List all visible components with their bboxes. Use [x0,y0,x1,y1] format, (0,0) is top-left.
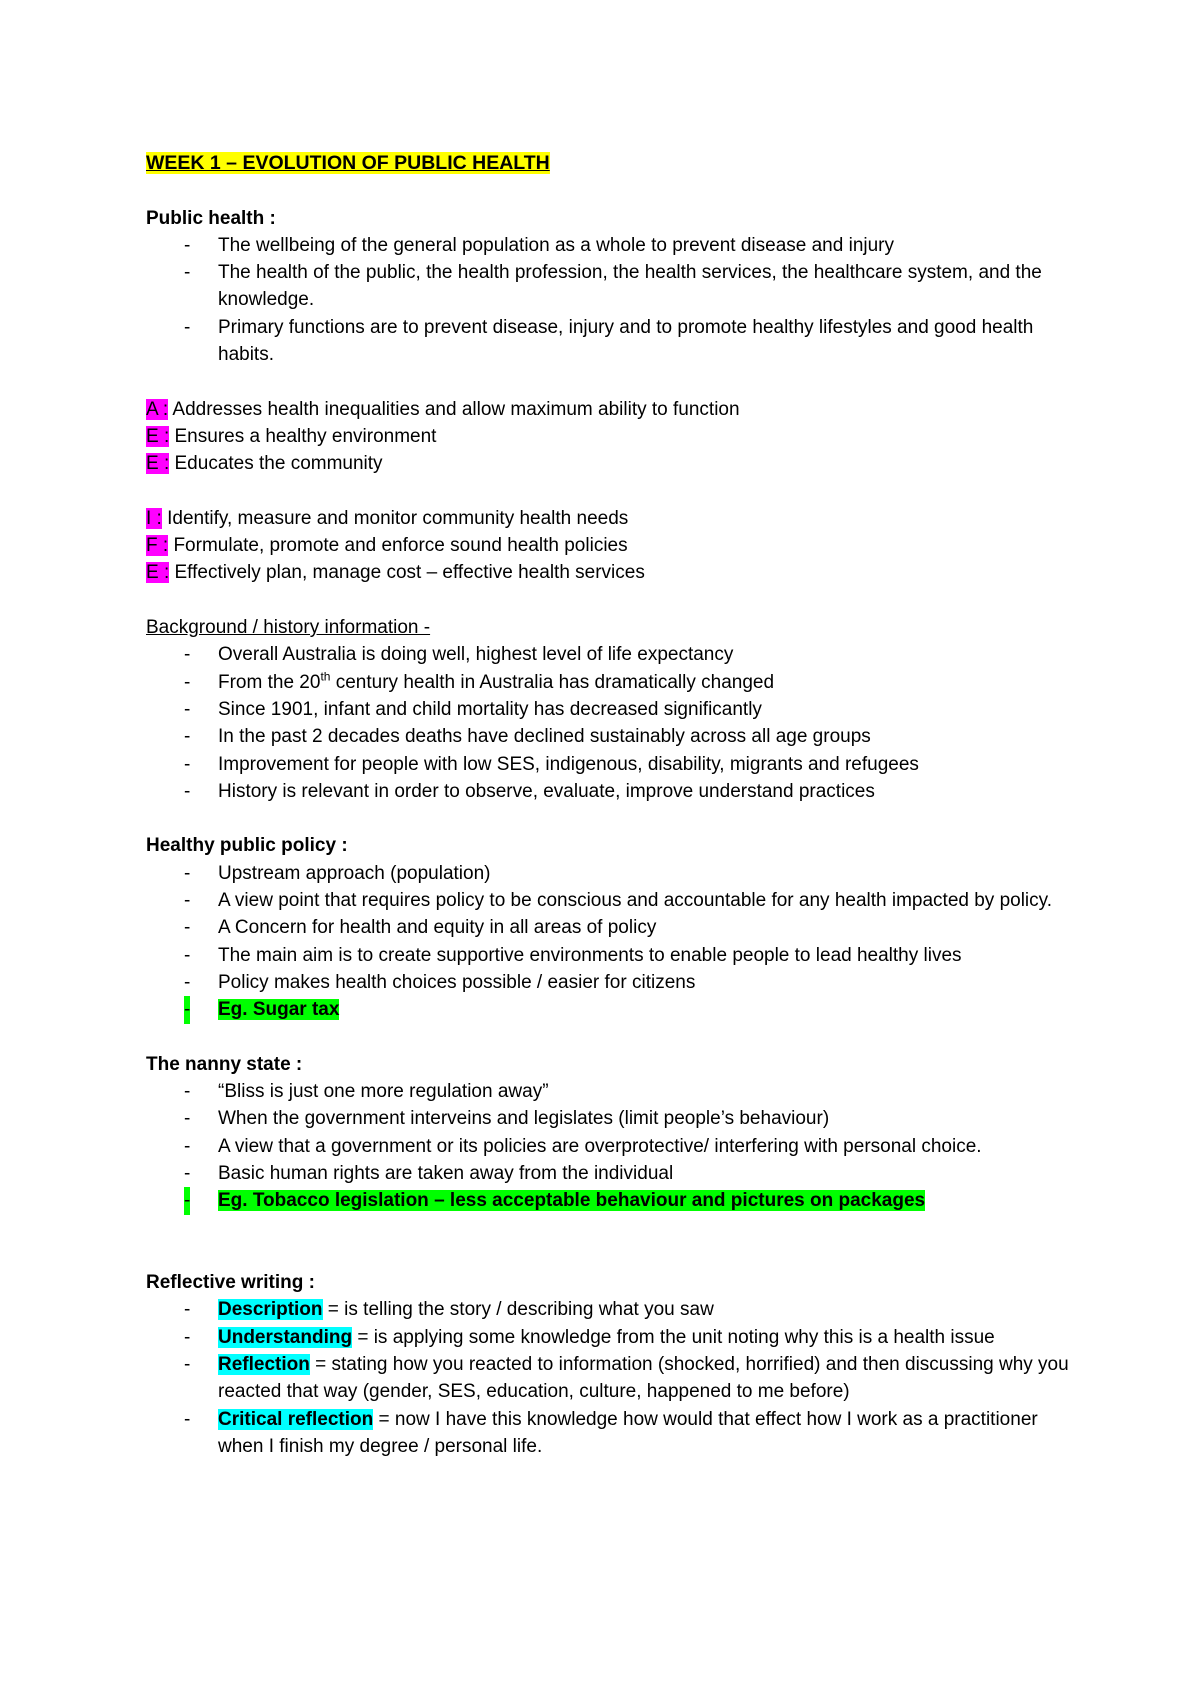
dash-marker: - [184,262,191,284]
dash-marker: - [184,671,191,693]
dash-marker: - [184,644,191,666]
dash-marker: - [184,1135,191,1157]
list-item: - History is relevant in order to observe, evaluate, improve understand practices [146,778,1076,805]
dash-marker: - [184,1081,191,1103]
dash-marker: - [184,1326,191,1348]
dash-marker: - [184,234,191,256]
document-body [146,150,1076,1460]
dash-marker: - [184,971,191,993]
background-list [146,641,1076,805]
dash-marker: - [184,917,191,939]
reflective-writing-list [146,1296,1076,1460]
list-item: - Since 1901, infant and child mortality has decreased significantly [146,696,1076,723]
dash-marker: - [184,1408,191,1430]
acronym-line: E : Ensures a healthy environment [146,425,437,447]
list-item: - Primary functions are to prevent disease, injury and to promote healthy lifestyles and good health habits. [146,314,1076,369]
healthy-policy-heading: Healthy public policy : [146,835,348,857]
example-item: - Eg. Sugar tax [146,996,1076,1023]
dash-marker: - [184,1162,191,1184]
acronym-line: I : Identify, measure and monitor community health needs [146,507,629,529]
page-title [146,150,1076,177]
dash-marker: - [184,996,190,1023]
example-item: - Eg. Tobacco legislation – less acceptable behaviour and pictures on packages [146,1187,1076,1214]
dash-marker: - [184,944,191,966]
nanny-state-list [146,1078,1076,1214]
acronym-line: E : Educates the community [146,453,383,475]
list-item: - The health of the public, the health profession, the health services, the healthcare system, and the knowledge. [146,259,1076,314]
ife-acronym [146,505,1076,587]
acronym-line: F : Formulate, promote and enforce sound health policies [146,535,628,557]
dash-marker: - [184,1354,191,1376]
list-item: - Understanding = is applying some knowledge from the unit noting why this is a health issue [146,1324,1076,1351]
title-text: WEEK 1 – EVOLUTION OF PUBLIC HEALTH [146,152,550,174]
list-item: - The main aim is to create supportive environments to enable people to lead healthy lives [146,942,1076,969]
background-heading: Background / history information - [146,617,431,639]
dash-marker: - [184,726,191,748]
list-item: - Improvement for people with low SES, indigenous, disability, migrants and refugees [146,751,1076,778]
list-item: - Overall Australia is doing well, highest level of life expectancy [146,641,1076,668]
list-item: - Policy makes health choices possible / easier for citizens [146,969,1076,996]
list-item: - Basic human rights are taken away from the individual [146,1160,1076,1187]
healthy-policy-list [146,860,1076,1024]
public-health-list [146,232,1076,368]
list-item: - A Concern for health and equity in all areas of policy [146,914,1076,941]
dash-marker: - [184,890,191,912]
dash-marker: - [184,780,191,802]
dash-marker: - [184,862,191,884]
dash-marker: - [184,1299,191,1321]
aee-acronym [146,396,1076,478]
acronym-line: E : Effectively plan, manage cost – effective health services [146,562,645,584]
dash-marker: - [184,1187,190,1214]
list-item: - Critical reflection = now I have this knowledge how would that effect how I work as a practitioner when I finish my degree / personal life. [146,1406,1076,1461]
public-health-heading: Public health : [146,207,276,229]
list-item: - The wellbeing of the general population as a whole to prevent disease and injury [146,232,1076,259]
list-item: - Upstream approach (population) [146,860,1076,887]
list-item: - A view that a government or its policies are overprotective/ interfering with personal choice. [146,1133,1076,1160]
list-item: - Description = is telling the story / describing what you saw [146,1296,1076,1323]
list-item: - A view point that requires policy to be conscious and accountable for any health impacted by policy. [146,887,1076,914]
dash-marker: - [184,316,191,338]
dash-marker: - [184,698,191,720]
nanny-state-heading: The nanny state : [146,1053,303,1075]
list-item: - From the 20th century health in Australia has dramatically changed [146,669,1076,696]
list-item: - “Bliss is just one more regulation away” [146,1078,1076,1105]
list-item: - Reflection = stating how you reacted to information (shocked, horrified) and then discussing why you reacted that way (gender, SES, education, culture, happened to me before) [146,1351,1076,1406]
acronym-line: A : Addresses health inequalities and allow maximum ability to function [146,398,740,420]
dash-marker: - [184,753,191,775]
list-item: - When the government interveins and legislates (limit people’s behaviour) [146,1105,1076,1132]
reflective-writing-heading: Reflective writing : [146,1272,315,1294]
list-item: - In the past 2 decades deaths have declined sustainably across all age groups [146,723,1076,750]
dash-marker: - [184,1108,191,1130]
